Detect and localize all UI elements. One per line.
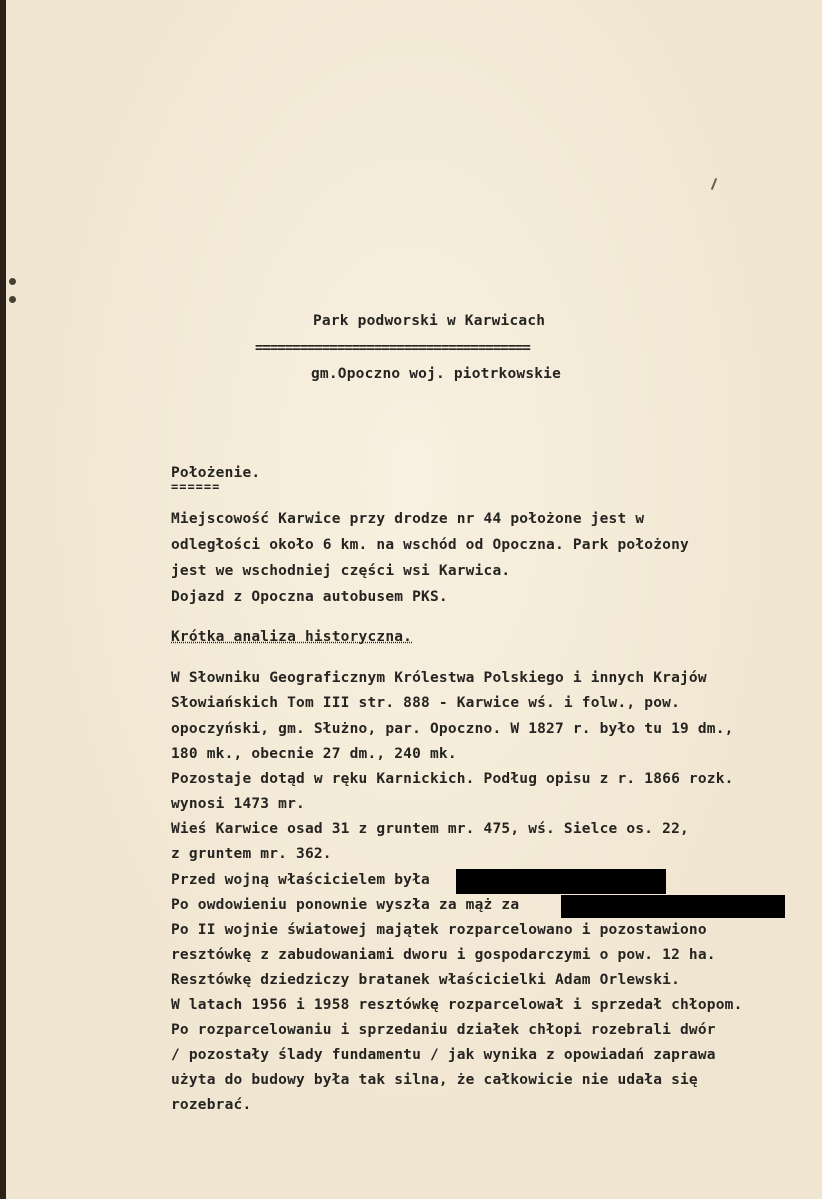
punch-hole — [9, 278, 16, 285]
text-line: Po II wojnie światowej majątek rozparcelowano i pozostawiono — [171, 922, 707, 938]
text-line: rozebrać. — [171, 1097, 252, 1113]
text-line: z gruntem mr. 362. — [171, 846, 332, 862]
text-line: Resztówkę dziedziczy bratanek właścicielki Adam Orlewski. — [171, 972, 680, 988]
page-subtitle: gm.Opoczno woj. piotrkowskie — [311, 366, 562, 382]
text-line: Po rozparcelowaniu i sprzedaniu działek chłopi rozebrali dwór — [171, 1022, 716, 1038]
text-line: odległości około 6 km. na wschód od Opoczna. Park położony — [171, 537, 689, 553]
text-line: Miejscowość Karwice przy drodze nr 44 położone jest w — [171, 511, 645, 527]
text-line: Po owdowieniu ponownie wyszła za mąż za — [171, 897, 520, 913]
text-line: jest we wschodniej części wsi Karwica. — [171, 563, 511, 579]
text-line: Przed wojną właścicielem była — [171, 872, 430, 888]
pen-mark — [711, 178, 717, 190]
text-line: W Słowniku Geograficznym Królestwa Polskiego i innych Krajów — [171, 670, 707, 686]
text-line: 180 mk., obecnie 27 dm., 240 mk. — [171, 746, 457, 762]
section-heading-history: Krótka analiza historyczna. — [171, 629, 413, 645]
text-line: Słowiańskich Tom III str. 888 - Karwice wś. i folw., pow. — [171, 695, 680, 711]
scan-edge — [0, 0, 6, 1199]
text-line: użyta do budowy była tak silna, że całkowicie nie udała się — [171, 1072, 698, 1088]
title-rule: ===================================== — [255, 340, 530, 356]
heading-underline: ====== — [171, 480, 221, 494]
page-title: Park podworski w Karwicach — [313, 313, 546, 329]
punch-hole — [9, 296, 16, 303]
text-line: opoczyński, gm. Służno, par. Opoczno. W 1827 r. było tu 19 dm., — [171, 721, 734, 737]
text-line: W latach 1956 i 1958 resztówkę rozparcelował i sprzedał chłopom. — [171, 997, 743, 1013]
text-line: Pozostaje dotąd w ręku Karnickich. Podług opisu z r. 1866 rozk. — [171, 771, 734, 787]
text-line: wynosi 1473 mr. — [171, 796, 305, 812]
text-line: / pozostały ślady fundamentu / jak wynika z opowiadań zaprawa — [171, 1047, 716, 1063]
section-heading-location: Położenie. — [171, 465, 261, 481]
redaction-bar — [456, 869, 666, 894]
text-line: Dojazd z Opoczna autobusem PKS. — [171, 589, 448, 605]
text-line: resztówkę z zabudowaniami dworu i gospodarczymi o pow. 12 ha. — [171, 947, 716, 963]
text-line: Wieś Karwice osad 31 z gruntem mr. 475, wś. Sielce os. 22, — [171, 821, 689, 837]
redaction-bar — [561, 895, 785, 918]
